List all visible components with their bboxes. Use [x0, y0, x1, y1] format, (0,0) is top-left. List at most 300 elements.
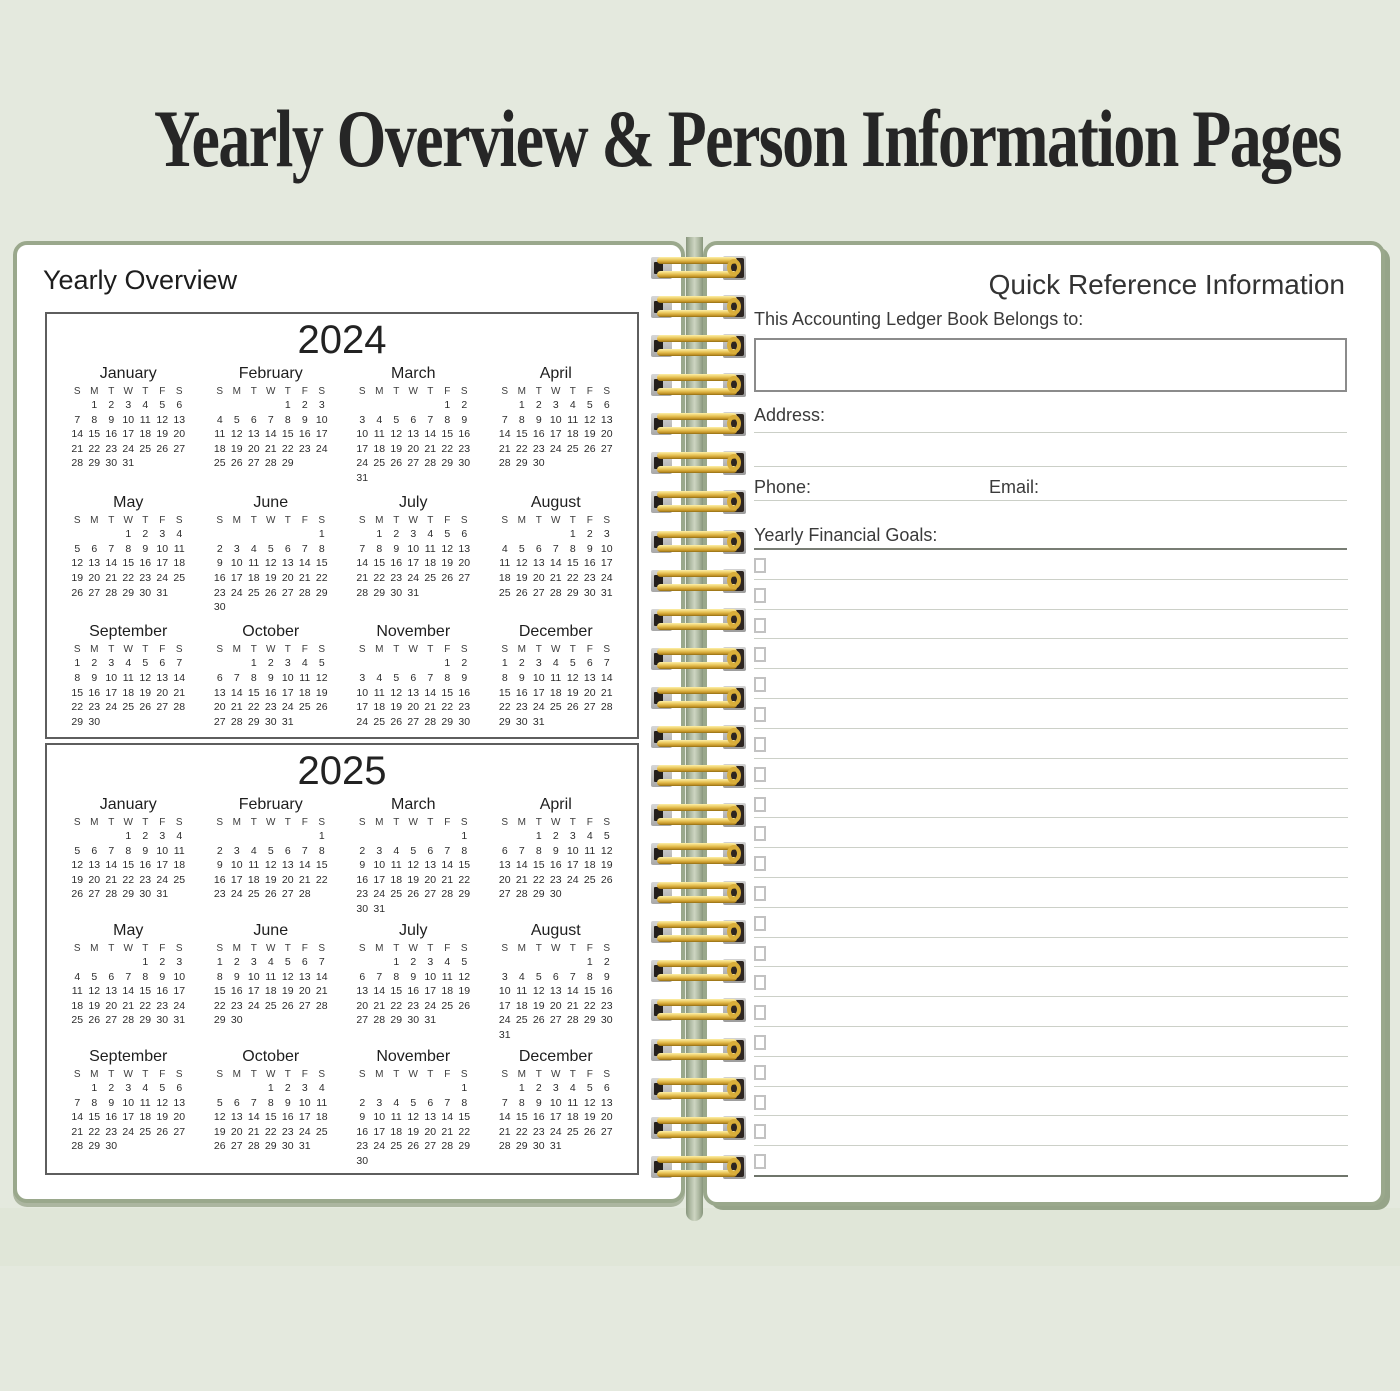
day-cell: 13 [583, 671, 596, 684]
day-cell: 30 [139, 586, 152, 599]
day-cell: 22 [498, 701, 511, 714]
day-cell: 30 [583, 586, 596, 599]
goal-row[interactable] [754, 848, 1348, 878]
day-cell: 14 [71, 1111, 84, 1124]
coil-wire-top-icon [657, 413, 737, 420]
coil-ring-icon [727, 1158, 741, 1175]
day-cell: 3 [176, 956, 183, 968]
month-september-2025 [68, 1045, 189, 1171]
day-cell-empty [211, 527, 228, 542]
day-cell: 21 [566, 999, 579, 1012]
goal-row[interactable] [754, 1087, 1348, 1117]
weekday-header: T [250, 817, 257, 828]
day-cell: 16 [458, 428, 471, 441]
goal-checkbox[interactable] [754, 1035, 766, 1050]
coil-wire-top-icon [657, 999, 737, 1006]
week-row [69, 829, 188, 844]
day-cell-empty [103, 715, 120, 730]
weekday-header: T [284, 1069, 291, 1080]
day-cell: 19 [264, 571, 277, 584]
day-cell: 10 [407, 542, 420, 555]
goal-row[interactable] [754, 1146, 1348, 1177]
goal-row[interactable] [754, 550, 1348, 580]
goal-checkbox[interactable] [754, 886, 766, 901]
month-february-2025 [210, 793, 331, 919]
goal-checkbox[interactable] [754, 856, 766, 871]
day-cell: 23 [356, 1140, 369, 1153]
goal-row[interactable] [754, 878, 1348, 908]
week-row [69, 999, 188, 1014]
coil-wire-top-icon [657, 648, 737, 655]
week-row [211, 671, 330, 686]
goal-checkbox[interactable] [754, 737, 766, 752]
month-august-2024 [495, 491, 616, 620]
day-cell: 11 [499, 557, 511, 570]
weekday-header: W [551, 1069, 561, 1080]
day-cell-empty [137, 1139, 154, 1154]
weekday-header: M [517, 817, 526, 828]
week-row [69, 398, 188, 413]
day-cell: 26 [515, 586, 528, 599]
day-cell: 24 [566, 873, 579, 886]
day-cell: 19 [458, 985, 471, 998]
goal-row[interactable] [754, 610, 1348, 640]
day-cell: 21 [515, 873, 528, 886]
day-cell: 26 [441, 571, 454, 584]
coil [651, 646, 746, 672]
day-cell: 7 [501, 1096, 508, 1109]
day-cell: 18 [173, 557, 186, 570]
day-cell: 12 [264, 859, 277, 872]
day-cell: 30 [390, 586, 403, 599]
day-cell: 16 [281, 1111, 294, 1124]
day-cell: 2 [108, 399, 115, 411]
weekday-header: M [90, 943, 99, 954]
day-cell: 17 [105, 686, 118, 699]
address-line-1[interactable] [754, 432, 1347, 433]
weekday-header: S [358, 943, 366, 954]
day-cell: 26 [532, 1014, 545, 1027]
day-cell: 28 [356, 586, 369, 599]
day-cell-empty [211, 1081, 228, 1096]
weekday-header: T [142, 644, 149, 656]
week-row [354, 1139, 473, 1154]
goal-checkbox[interactable] [754, 916, 766, 931]
day-cell-empty [371, 1081, 388, 1096]
day-cell: 27 [458, 571, 471, 584]
page-title: Yearly Overview & Person Information Pages [154, 93, 1341, 184]
day-cell: 22 [88, 1125, 101, 1138]
day-cell: 13 [458, 542, 471, 555]
day-cell: 4 [518, 970, 525, 983]
day-cell: 23 [458, 701, 471, 714]
weekday-header: S [175, 1069, 183, 1080]
day-cell: 17 [549, 428, 562, 441]
day-cell: 19 [407, 873, 420, 886]
month-may-2025 [68, 919, 189, 1045]
day-cell: 7 [233, 671, 240, 684]
goal-checkbox[interactable] [754, 826, 766, 841]
weekday-header: F [444, 943, 451, 954]
day-cell: 16 [230, 985, 243, 998]
day-cell: 4 [267, 956, 274, 968]
goal-checkbox[interactable] [754, 975, 766, 990]
goal-row[interactable] [754, 908, 1348, 938]
day-cell: 21 [71, 1125, 84, 1138]
day-cell: 8 [318, 542, 325, 555]
goal-checkbox[interactable] [754, 677, 766, 692]
day-cell: 6 [586, 657, 593, 670]
day-cell: 26 [458, 999, 471, 1012]
day-cell: 5 [586, 399, 593, 411]
weekday-header: W [123, 1069, 133, 1080]
weekday-header-row [69, 1068, 188, 1081]
day-cell: 29 [458, 1140, 471, 1153]
day-cell: 8 [91, 1096, 98, 1109]
day-cell: 19 [441, 557, 454, 570]
day-cell: 28 [298, 586, 311, 599]
day-cell: 14 [230, 686, 243, 699]
goal-checkbox[interactable] [754, 707, 766, 722]
coil-wire-bottom-icon [657, 1053, 737, 1060]
goal-row[interactable] [754, 938, 1348, 968]
day-cell: 5 [518, 542, 525, 555]
day-cell: 8 [142, 970, 149, 983]
day-cell: 25 [298, 701, 311, 714]
day-cell: 16 [600, 985, 613, 998]
day-cell: 3 [233, 844, 240, 857]
day-cell: 6 [91, 542, 98, 555]
day-cell: 8 [393, 970, 400, 983]
week-row [354, 858, 473, 873]
day-cell: 31 [156, 888, 169, 901]
day-cell: 6 [603, 1082, 610, 1094]
day-cell-empty [496, 955, 513, 970]
day-cell: 14 [549, 557, 562, 570]
goal-row[interactable] [754, 967, 1348, 997]
day-cell: 19 [566, 686, 579, 699]
day-cell: 26 [213, 1140, 226, 1153]
month-name: November [376, 623, 451, 641]
day-cell: 2 [393, 528, 400, 541]
week-row [69, 970, 188, 985]
day-cell: 25 [173, 873, 186, 886]
month-august-2025 [495, 919, 616, 1045]
weekday-header-row [69, 385, 188, 398]
day-cell: 21 [315, 985, 328, 998]
day-cell: 5 [569, 657, 576, 670]
week-row [211, 887, 330, 902]
day-cell: 25 [373, 715, 386, 728]
goal-checkbox[interactable] [754, 1154, 766, 1169]
coil [651, 958, 746, 984]
day-cell: 6 [250, 413, 257, 426]
weekday-header: F [586, 644, 593, 656]
coil [651, 841, 746, 867]
day-cell: 20 [600, 1111, 613, 1124]
coil-wire-bottom-icon [657, 701, 737, 708]
weekday-header: T [427, 644, 434, 656]
day-cell-empty [581, 1028, 598, 1043]
goal-row[interactable] [754, 699, 1348, 729]
coil-ring-icon [727, 611, 741, 628]
month-july-2025 [353, 919, 474, 1045]
day-cell-empty [69, 398, 86, 413]
week-row [211, 556, 330, 571]
weekday-header-row [211, 514, 330, 527]
day-cell: 20 [173, 1111, 186, 1124]
day-cell: 16 [88, 686, 101, 699]
weekday-header: W [266, 515, 276, 527]
goal-row[interactable] [754, 580, 1348, 610]
weekday-header: T [250, 386, 257, 397]
day-cell: 23 [281, 1125, 294, 1138]
day-cell: 24 [356, 715, 369, 728]
weekday-header: T [569, 943, 576, 954]
goal-checkbox[interactable] [754, 647, 766, 662]
goal-row[interactable] [754, 1116, 1348, 1146]
day-cell: 1 [586, 956, 593, 968]
month-may-2024 [68, 491, 189, 620]
day-cell: 4 [176, 528, 183, 541]
day-cell: 26 [264, 586, 277, 599]
day-cell: 7 [603, 657, 610, 670]
day-cell: 11 [248, 859, 260, 872]
coil [651, 763, 746, 789]
day-cell: 25 [441, 999, 454, 1012]
day-cell-empty [279, 829, 296, 844]
day-cell: 25 [139, 442, 152, 455]
day-cell: 15 [88, 1111, 101, 1124]
day-cell-empty [354, 1081, 371, 1096]
day-cell: 24 [173, 999, 186, 1012]
day-cell: 26 [139, 701, 152, 714]
day-cell: 9 [410, 970, 417, 983]
week-row [211, 873, 330, 888]
day-cell: 15 [583, 985, 596, 998]
day-cell: 20 [213, 701, 226, 714]
day-cell: 22 [71, 701, 84, 714]
weekday-header: F [586, 1069, 593, 1080]
day-cell: 14 [424, 428, 437, 441]
day-cell: 24 [230, 586, 243, 599]
day-cell-empty [69, 527, 86, 542]
day-cell: 21 [298, 873, 311, 886]
weekday-header: W [551, 943, 561, 954]
day-cell: 19 [71, 873, 84, 886]
week-row [211, 844, 330, 859]
day-cell: 25 [247, 586, 260, 599]
weekday-header: S [318, 1069, 326, 1080]
day-cell: 15 [122, 557, 135, 570]
goal-checkbox[interactable] [754, 767, 766, 782]
day-cell: 9 [216, 859, 223, 872]
day-cell: 8 [586, 970, 593, 983]
weekday-header: W [408, 817, 418, 828]
address-line-2[interactable] [754, 466, 1347, 467]
day-cell: 19 [281, 985, 294, 998]
day-cell: 9 [301, 413, 308, 426]
goal-checkbox[interactable] [754, 797, 766, 812]
goal-checkbox[interactable] [754, 1065, 766, 1080]
month-october-2024 [210, 620, 331, 735]
day-cell: 14 [515, 859, 528, 872]
day-cell: 12 [88, 985, 101, 998]
day-cell: 29 [390, 1014, 403, 1027]
week-row [69, 887, 188, 902]
year-label-2024: 2024 [297, 318, 387, 362]
day-cell: 29 [88, 457, 101, 470]
weekday-header: T [427, 817, 434, 828]
day-cell-empty [513, 527, 530, 542]
day-cell: 20 [298, 985, 311, 998]
goal-row[interactable] [754, 997, 1348, 1027]
coil-wire-top-icon [657, 296, 737, 303]
day-cell: 13 [230, 1111, 243, 1124]
day-cell: 10 [281, 671, 294, 684]
day-cell: 22 [213, 999, 226, 1012]
day-cell: 1 [318, 830, 325, 842]
week-row [354, 686, 473, 701]
goals-label: Yearly Financial Goals: [754, 525, 938, 545]
day-cell: 17 [532, 686, 545, 699]
goal-row[interactable] [754, 729, 1348, 759]
weekday-header-row [354, 1068, 473, 1081]
weekday-header: S [216, 644, 224, 656]
weekday-header: T [284, 386, 291, 397]
day-cell: 20 [458, 557, 471, 570]
day-cell: 27 [173, 1125, 186, 1138]
day-cell-empty [581, 715, 598, 730]
goal-row[interactable] [754, 818, 1348, 848]
weekday-header: M [90, 817, 99, 828]
day-cell: 2 [284, 1082, 291, 1094]
day-cell: 10 [230, 859, 243, 872]
day-cell: 13 [600, 413, 613, 426]
month-name: August [530, 494, 581, 512]
week-row [69, 1125, 188, 1140]
day-cell: 11 [390, 859, 402, 872]
weekday-header: W [123, 817, 133, 828]
goal-checkbox[interactable] [754, 558, 766, 573]
day-cell: 14 [566, 985, 579, 998]
day-cell: 15 [441, 428, 454, 441]
day-cell-empty [388, 656, 405, 671]
day-cell: 21 [105, 873, 118, 886]
day-cell: 16 [549, 859, 562, 872]
day-cell: 23 [156, 999, 169, 1012]
day-cell: 23 [390, 571, 403, 584]
day-cell: 19 [139, 686, 152, 699]
coil-ring-icon [727, 689, 741, 706]
day-cell-empty [547, 1028, 564, 1043]
day-cell: 3 [125, 399, 132, 411]
day-cell: 16 [105, 428, 118, 441]
week-row [354, 527, 473, 542]
goal-row[interactable] [754, 759, 1348, 789]
day-cell: 22 [281, 442, 294, 455]
goal-row[interactable] [754, 669, 1348, 699]
day-cell: 29 [315, 586, 328, 599]
day-cell-empty [171, 887, 188, 902]
goal-row[interactable] [754, 1057, 1348, 1087]
day-cell: 9 [552, 844, 559, 857]
goal-row[interactable] [754, 789, 1348, 819]
day-cell: 1 [461, 830, 468, 842]
day-cell-empty [279, 1013, 296, 1028]
day-cell: 21 [105, 571, 118, 584]
day-cell: 1 [535, 830, 542, 842]
weekday-header: T [284, 943, 291, 954]
goal-row[interactable] [754, 639, 1348, 669]
goal-checkbox[interactable] [754, 1124, 766, 1139]
day-cell-empty [530, 1028, 547, 1043]
day-cell: 15 [373, 557, 386, 570]
week-row [354, 984, 473, 999]
goal-checkbox[interactable] [754, 946, 766, 961]
day-cell: 12 [583, 413, 596, 426]
week-row [69, 442, 188, 457]
week-row [496, 556, 615, 571]
goal-row[interactable] [754, 1027, 1348, 1057]
day-cell: 4 [569, 399, 576, 411]
coil-wire-bottom-icon [657, 466, 737, 473]
day-cell: 10 [122, 413, 135, 426]
week-row [496, 413, 615, 428]
day-cell: 29 [498, 715, 511, 728]
week-row [354, 700, 473, 715]
goal-checkbox[interactable] [754, 1095, 766, 1110]
weekday-header-row [211, 816, 330, 829]
day-cell-empty [564, 1028, 581, 1043]
day-cell: 7 [444, 1096, 451, 1109]
goal-checkbox[interactable] [754, 618, 766, 633]
day-cell: 12 [281, 970, 294, 983]
day-cell: 4 [318, 1082, 325, 1094]
weekday-header: S [501, 817, 509, 828]
goal-checkbox[interactable] [754, 588, 766, 603]
week-row [496, 656, 615, 671]
day-cell: 27 [156, 701, 169, 714]
day-cell: 7 [267, 413, 274, 426]
week-row [211, 1013, 330, 1028]
day-cell: 9 [461, 671, 468, 684]
day-cell: 7 [176, 657, 183, 670]
day-cell: 6 [176, 399, 183, 411]
goal-checkbox[interactable] [754, 1005, 766, 1020]
weekday-header: S [175, 386, 183, 397]
day-cell-empty [69, 955, 86, 970]
day-cell-empty [154, 715, 171, 730]
quick-reference-heading: Quick Reference Information [988, 269, 1345, 300]
day-cell: 25 [566, 442, 579, 455]
day-cell: 17 [173, 985, 186, 998]
day-cell: 13 [424, 859, 437, 872]
day-cell: 15 [515, 1111, 528, 1124]
day-cell-empty [228, 1081, 245, 1096]
day-cell: 12 [230, 428, 243, 441]
day-cell: 11 [248, 557, 260, 570]
day-cell: 28 [498, 457, 511, 470]
day-cell: 23 [213, 888, 226, 901]
day-cell: 5 [393, 413, 400, 426]
month-name: March [391, 365, 436, 382]
phone-email-line[interactable] [754, 500, 1347, 501]
owner-name-field[interactable] [754, 338, 1347, 392]
week-row [496, 1096, 615, 1111]
day-cell: 16 [356, 1125, 369, 1138]
week-row [496, 398, 615, 413]
